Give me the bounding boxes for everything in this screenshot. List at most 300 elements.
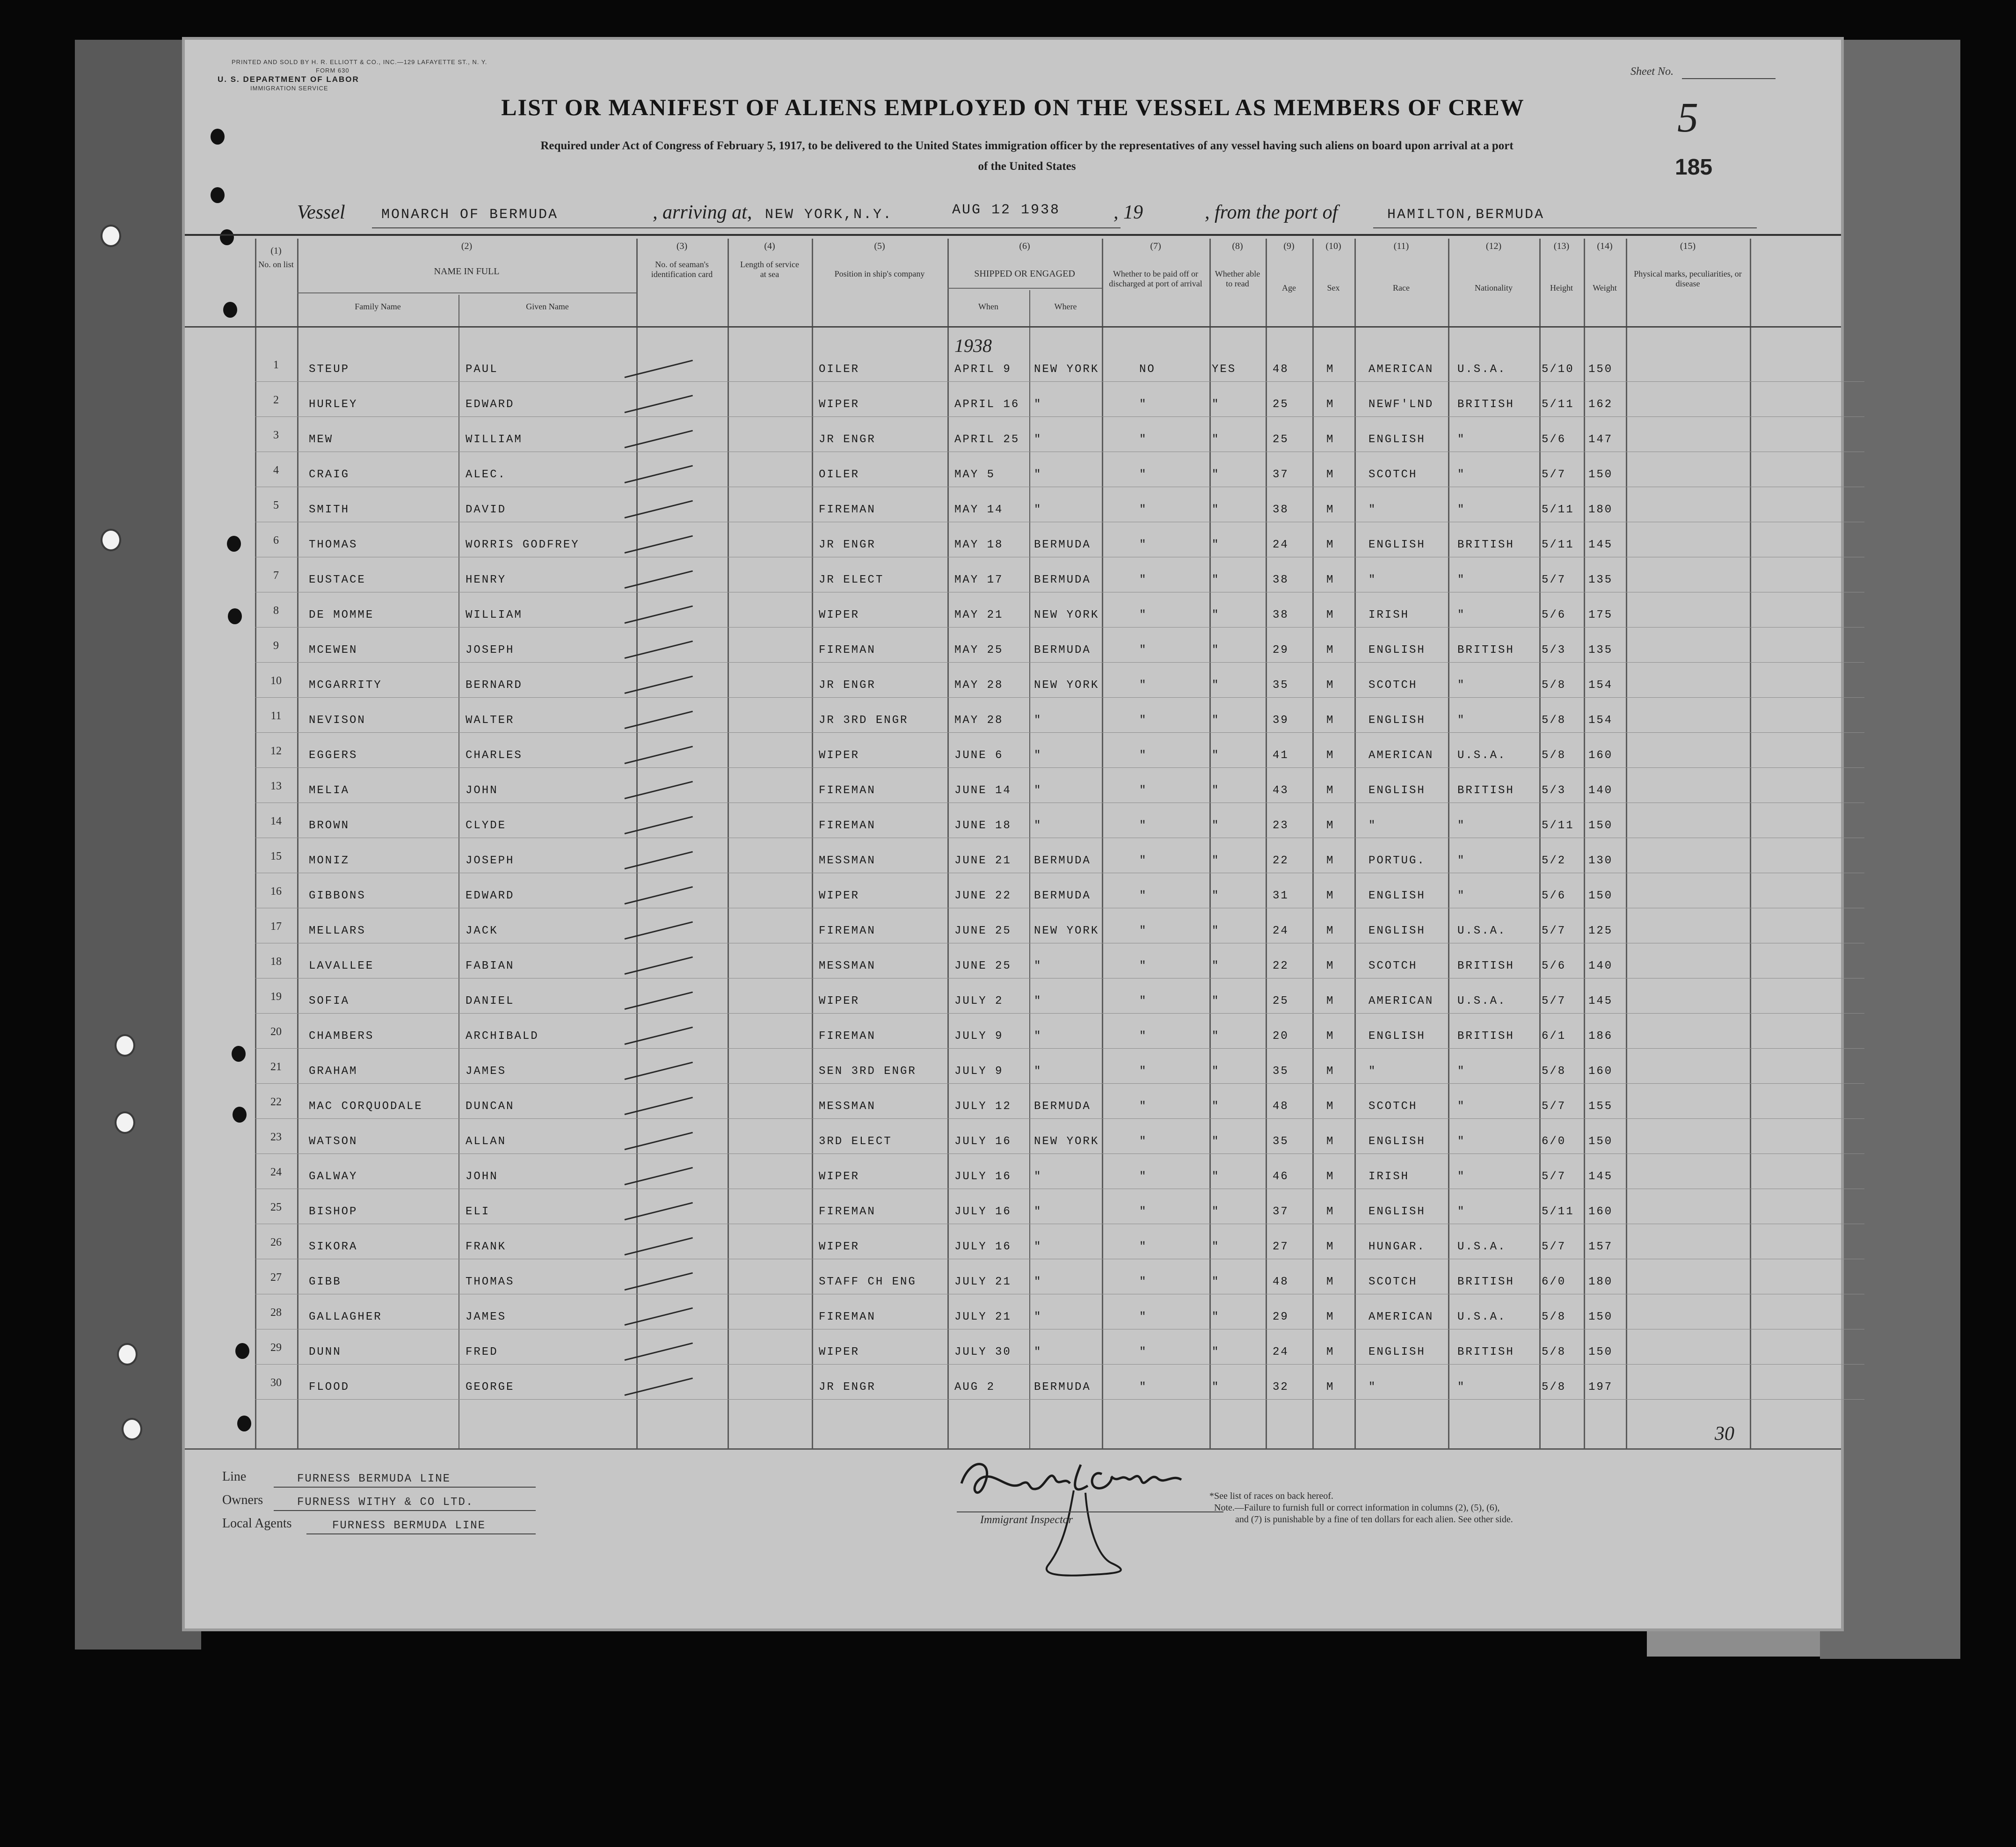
age-cell: 25 [1273,433,1289,446]
paid-off-cell: " [1139,574,1148,586]
given-name-cell: FABIAN [466,960,515,972]
nationality-cell: " [1457,1205,1466,1218]
family-name-cell: GIBB [309,1276,342,1288]
row-number: 24 [270,1166,282,1178]
weight-cell: 175 [1588,609,1613,621]
age-cell: 22 [1273,854,1289,867]
column-divider [812,239,813,1448]
age-cell: 20 [1273,1030,1289,1043]
weight-cell: 140 [1588,784,1613,797]
sex-cell: M [1326,433,1335,446]
agents-value: FURNESS BERMUDA LINE [332,1519,486,1532]
position-cell: MESSMAN [819,960,876,972]
where-cell: " [1034,1241,1042,1253]
able-to-read-cell: " [1212,1381,1220,1394]
row-rule [255,767,1864,768]
height-cell: 5/6 [1542,609,1566,621]
row-rule [255,381,1864,382]
position-cell: JR ELECT [819,574,884,586]
able-to-read-cell: " [1212,1170,1220,1183]
race-cell: AMERICAN [1368,363,1434,376]
where-cell: NEW YORK [1034,363,1099,376]
height-cell: 5/6 [1542,433,1566,446]
row-rule [255,1153,1864,1154]
able-to-read-cell: " [1212,960,1220,972]
weight-cell: 186 [1588,1030,1613,1043]
nationality-cell: " [1457,819,1466,832]
sex-cell: M [1326,363,1335,376]
sex-cell: M [1326,1276,1335,1288]
id-card-check-mark [625,1378,693,1396]
header-weight: Weight [1593,283,1617,292]
id-card-check-mark [625,395,693,413]
when-cell: MAY 28 [954,714,1004,727]
position-cell: MESSMAN [819,1100,876,1113]
nationality-cell: BRITISH [1457,539,1514,551]
header-name-in-full: NAME IN FULL [434,266,500,277]
position-cell: WIPER [819,1170,860,1183]
able-to-read-cell: " [1212,1276,1220,1288]
position-cell: FIREMAN [819,1205,876,1218]
header-physical: Physical marks, peculiarities, or disease [1634,269,1742,288]
row-number: 17 [270,920,282,933]
column-number: (11) [1393,241,1409,251]
race-cell: " [1368,504,1377,516]
column-number: (3) [676,241,688,251]
race-cell: IRISH [1368,1170,1410,1183]
position-cell: WIPER [819,890,860,902]
year-label: , 19 [1114,202,1143,223]
row-number: 26 [270,1236,282,1248]
id-card-check-mark [625,535,693,554]
from-port-label: , from the port of [1205,202,1338,223]
sex-cell: M [1326,609,1335,621]
able-to-read-cell: " [1212,679,1220,692]
id-card-check-mark [625,1027,693,1045]
when-cell: JULY 12 [954,1100,1012,1113]
punch-mark [235,1343,249,1359]
header-when: When [978,302,998,311]
sex-cell: M [1326,1346,1335,1358]
height-cell: 6/1 [1542,1030,1566,1043]
nationality-cell: " [1457,1381,1466,1394]
height-cell: 5/3 [1542,644,1566,657]
id-card-check-mark [625,921,693,940]
vessel-name: MONARCH OF BERMUDA [381,207,559,223]
paid-off-cell: " [1139,1135,1148,1148]
height-cell: 5/11 [1542,819,1574,832]
row-number: 13 [270,780,282,792]
sex-cell: M [1326,644,1335,657]
column-divider [636,239,638,1448]
family-name-cell: NEVISON [309,714,366,727]
age-cell: 48 [1273,363,1289,376]
binder-hole [101,225,121,247]
age-cell: 37 [1273,1205,1289,1218]
punch-mark [227,536,241,552]
where-cell: BERMUDA [1034,1100,1091,1113]
column-divider [1029,290,1030,1448]
given-name-cell: DAVID [466,504,507,516]
age-cell: 32 [1273,1381,1289,1394]
able-to-read-cell: " [1212,609,1220,621]
header-where: Where [1054,302,1077,311]
column-divider [1539,239,1541,1448]
table-top-rule [185,234,1841,236]
year-annotation: 1938 [954,335,992,356]
weight-cell: 150 [1588,1346,1613,1358]
punch-mark [220,229,234,245]
row-number: 14 [270,815,282,827]
height-cell: 5/8 [1542,1065,1566,1078]
where-cell: " [1034,819,1042,832]
column-number: (4) [764,241,775,251]
weight-cell: 154 [1588,714,1613,727]
row-rule [255,416,1864,417]
age-cell: 43 [1273,784,1289,797]
race-cell: AMERICAN [1368,749,1434,762]
when-cell: MAY 25 [954,644,1004,657]
sex-cell: M [1326,1381,1335,1394]
paid-off-cell: " [1139,679,1148,692]
race-cell: PORTUG. [1368,854,1426,867]
nationality-cell: U.S.A. [1457,749,1507,762]
id-card-check-mark [625,1343,693,1361]
position-cell: WIPER [819,749,860,762]
row-number: 16 [270,885,282,898]
height-cell: 5/8 [1542,1346,1566,1358]
header-sex: Sex [1327,283,1340,292]
race-cell: ENGLISH [1368,644,1426,657]
family-name-cell: MELLARS [309,925,366,937]
nationality-cell: " [1457,609,1466,621]
family-name-cell: SOFIA [309,995,350,1007]
when-cell: APRIL 9 [954,363,1012,376]
weight-cell: 150 [1588,819,1613,832]
given-name-cell: DUNCAN [466,1100,515,1113]
given-name-cell: JOHN [466,1170,498,1183]
position-cell: SEN 3RD ENGR [819,1065,917,1078]
weight-cell: 197 [1588,1381,1613,1394]
able-to-read-cell: " [1212,995,1220,1007]
age-cell: 23 [1273,819,1289,832]
age-cell: 27 [1273,1241,1289,1253]
race-cell: ENGLISH [1368,784,1426,797]
height-cell: 5/11 [1542,539,1574,551]
binder-hole [101,529,121,551]
position-cell: WIPER [819,1346,860,1358]
column-divider [947,239,949,1448]
race-cell: SCOTCH [1368,679,1418,692]
nationality-cell: U.S.A. [1457,925,1507,937]
row-rule [255,1013,1864,1014]
when-cell: JULY 2 [954,995,1004,1007]
when-cell: JUNE 6 [954,749,1004,762]
id-card-check-mark [625,886,693,905]
position-cell: WIPER [819,609,860,621]
paid-off-cell: " [1139,749,1148,762]
nationality-cell: BRITISH [1457,1346,1514,1358]
owners-label: Owners [222,1493,263,1507]
position-cell: OILER [819,468,860,481]
nationality-cell: " [1457,714,1466,727]
race-cell: ENGLISH [1368,433,1426,446]
family-name-cell: GALWAY [309,1170,358,1183]
able-to-read-cell: YES [1212,363,1237,376]
when-cell: JUNE 22 [954,890,1012,902]
origin-underline [1373,227,1757,228]
family-name-cell: GRAHAM [309,1065,358,1078]
when-cell: AUG 2 [954,1381,996,1394]
family-name-cell: BISHOP [309,1205,358,1218]
manifest-sheet [185,40,1841,1628]
column-number: (15) [1680,241,1696,251]
line-label: Line [222,1469,247,1484]
id-card-check-mark [625,851,693,869]
when-cell: JUNE 25 [954,960,1012,972]
row-rule [255,697,1864,698]
id-card-check-mark [625,1167,693,1185]
nationality-cell: " [1457,854,1466,867]
where-cell: BERMUDA [1034,890,1091,902]
when-cell: MAY 28 [954,679,1004,692]
weight-cell: 147 [1588,433,1613,446]
family-name-cell: MELIA [309,784,350,797]
header-family-name: Family Name [355,302,401,311]
when-cell: APRIL 16 [954,398,1020,411]
position-cell: JR ENGR [819,539,876,551]
weight-cell: 140 [1588,960,1613,972]
header-nationality: Nationality [1475,283,1513,292]
family-name-cell: EGGERS [309,749,358,762]
where-cell: NEW YORK [1034,925,1099,937]
family-name-cell: MCGARRITY [309,679,382,692]
weight-cell: 154 [1588,679,1613,692]
able-to-read-cell: " [1212,1100,1220,1113]
age-cell: 35 [1273,679,1289,692]
sex-cell: M [1326,819,1335,832]
where-cell: " [1034,504,1042,516]
row-number: 5 [273,499,279,511]
able-to-read-cell: " [1212,1346,1220,1358]
row-number: 20 [270,1026,282,1038]
sex-cell: M [1326,784,1335,797]
height-cell: 5/8 [1542,749,1566,762]
position-cell: FIREMAN [819,784,876,797]
sex-cell: M [1326,1100,1335,1113]
able-to-read-cell: " [1212,714,1220,727]
when-cell: JUNE 14 [954,784,1012,797]
where-cell: " [1034,468,1042,481]
able-to-read-cell: " [1212,1241,1220,1253]
row-number: 11 [270,710,282,722]
race-cell: IRISH [1368,609,1410,621]
id-card-check-mark [625,1237,693,1256]
where-cell: BERMUDA [1034,574,1091,586]
row-number: 2 [273,394,279,406]
age-cell: 41 [1273,749,1289,762]
able-to-read-cell: " [1212,819,1220,832]
binder-hole [122,1418,142,1440]
height-cell: 5/10 [1542,363,1574,376]
paid-off-cell: " [1139,890,1148,902]
height-cell: 5/2 [1542,854,1566,867]
column-divider [1102,239,1103,1448]
subtitle-line: Required under Act of Congress of February 5, 1917, to be delivered to the United States immigration officer by the representatives of any vessel having such aliens on board upon arrival at a port [540,139,1514,152]
position-cell: JR 3RD ENGR [819,714,909,727]
race-cell: ENGLISH [1368,1135,1426,1148]
where-cell: " [1034,433,1042,446]
family-name-cell: MEW [309,433,334,446]
able-to-read-cell: " [1212,433,1220,446]
when-cell: JULY 16 [954,1241,1012,1253]
when-cell: MAY 18 [954,539,1004,551]
position-cell: WIPER [819,1241,860,1253]
race-cell: HUNGAR. [1368,1241,1426,1253]
weight-cell: 180 [1588,504,1613,516]
weight-cell: 150 [1588,890,1613,902]
height-cell: 5/3 [1542,784,1566,797]
given-name-cell: CHARLES [466,749,523,762]
header-bottom-rule [185,326,1841,328]
race-cell: AMERICAN [1368,995,1434,1007]
race-cell: ENGLISH [1368,925,1426,937]
race-cell: SCOTCH [1368,960,1418,972]
id-card-check-mark [625,676,693,694]
family-name-cell: GIBBONS [309,890,366,902]
paid-off-cell: " [1139,819,1148,832]
sex-cell: M [1326,1065,1335,1078]
line-value: FURNESS BERMUDA LINE [297,1473,451,1485]
height-cell: 5/11 [1542,398,1574,411]
race-cell: ENGLISH [1368,539,1426,551]
origin-port: HAMILTON,BERMUDA [1387,207,1545,223]
where-cell: " [1034,1030,1042,1043]
age-cell: 48 [1273,1100,1289,1113]
sex-cell: M [1326,539,1335,551]
header-length-service: Length of service at sea [740,260,799,279]
position-cell: WIPER [819,398,860,411]
department-name: U. S. DEPARTMENT OF LABOR [218,75,359,84]
row-number: 4 [273,464,279,476]
where-cell: " [1034,1170,1042,1183]
family-name-cell: GALLAGHER [309,1311,382,1323]
family-name-cell: MONIZ [309,854,350,867]
sex-cell: M [1326,714,1335,727]
family-name-cell: CHAMBERS [309,1030,374,1043]
position-cell: FIREMAN [819,644,876,657]
row-number: 23 [270,1131,282,1143]
race-cell: NEWF'LND [1368,398,1434,411]
binder-hole [115,1111,135,1134]
weight-cell: 150 [1588,363,1613,376]
family-name-cell: DE MOMME [309,609,374,621]
nationality-cell: " [1457,504,1466,516]
weight-cell: 130 [1588,854,1613,867]
sex-cell: M [1326,468,1335,481]
when-cell: JUNE 25 [954,925,1012,937]
punch-mark [228,608,242,624]
paid-off-cell: " [1139,1170,1148,1183]
column-number: (8) [1232,241,1243,251]
row-number: 15 [270,850,282,862]
binder-hole [115,1034,135,1057]
row-number: 7 [273,569,279,582]
able-to-read-cell: " [1212,574,1220,586]
id-card-check-mark [625,1307,693,1326]
id-card-check-mark [625,360,693,378]
height-cell: 5/11 [1542,504,1574,516]
where-cell: NEW YORK [1034,679,1099,692]
id-card-check-mark [625,1272,693,1291]
when-cell: MAY 5 [954,468,996,481]
printer-line: PRINTED AND SOLD BY H. R. ELLIOTT & CO., INC.—129 LAFAYETTE ST., N. Y. [232,58,488,66]
punch-mark [232,1046,246,1062]
when-cell: MAY 17 [954,574,1004,586]
nationality-cell: BRITISH [1457,960,1514,972]
nationality-cell: " [1457,1170,1466,1183]
owners-value: FURNESS WITHY & CO LTD. [297,1496,474,1509]
height-cell: 5/6 [1542,890,1566,902]
position-cell: MESSMAN [819,854,876,867]
nationality-cell: U.S.A. [1457,1311,1507,1323]
header-position: Position in ship's company [834,269,925,278]
height-cell: 5/7 [1542,1241,1566,1253]
column-divider [1584,239,1585,1448]
column-divider [728,239,729,1448]
row-number: 19 [270,991,282,1003]
paid-off-cell: " [1139,784,1148,797]
family-name-cell: WATSON [309,1135,358,1148]
given-name-cell: JACK [466,925,498,937]
vessel-underline [372,227,784,228]
sex-cell: M [1326,1170,1335,1183]
race-cell: AMERICAN [1368,1311,1434,1323]
age-cell: 38 [1273,504,1289,516]
row-number: 12 [270,745,282,757]
sex-cell: M [1326,574,1335,586]
given-name-cell: PAUL [466,363,498,376]
paid-off-cell: " [1139,854,1148,867]
paid-off-cell: " [1139,995,1148,1007]
id-card-check-mark [625,781,693,799]
paid-off-cell: " [1139,468,1148,481]
given-name-cell: WILLIAM [466,433,523,446]
paid-off-cell: " [1139,960,1148,972]
given-name-cell: WILLIAM [466,609,523,621]
family-name-cell: EUSTACE [309,574,366,586]
row-rule [255,732,1864,733]
position-cell: FIREMAN [819,925,876,937]
age-cell: 31 [1273,890,1289,902]
inspector-label: Immigrant Inspector [980,1514,1073,1526]
sex-cell: M [1326,1205,1335,1218]
page-title: LIST OR MANIFEST OF ALIENS EMPLOYED ON THE VESSEL AS MEMBERS OF CREW [501,94,1525,120]
race-cell: ENGLISH [1368,714,1426,727]
family-name-cell: CRAIG [309,468,350,481]
when-cell: JUNE 18 [954,819,1012,832]
nationality-cell: " [1457,574,1466,586]
row-number: 22 [270,1096,282,1108]
nationality-cell: " [1457,1100,1466,1113]
film-edge-left [75,40,201,1650]
shipped-subrule [947,288,1102,289]
where-cell: " [1034,398,1042,411]
nationality-cell: " [1457,468,1466,481]
column-number: (7) [1150,241,1161,251]
age-cell: 39 [1273,714,1289,727]
id-card-check-mark [625,1062,693,1080]
